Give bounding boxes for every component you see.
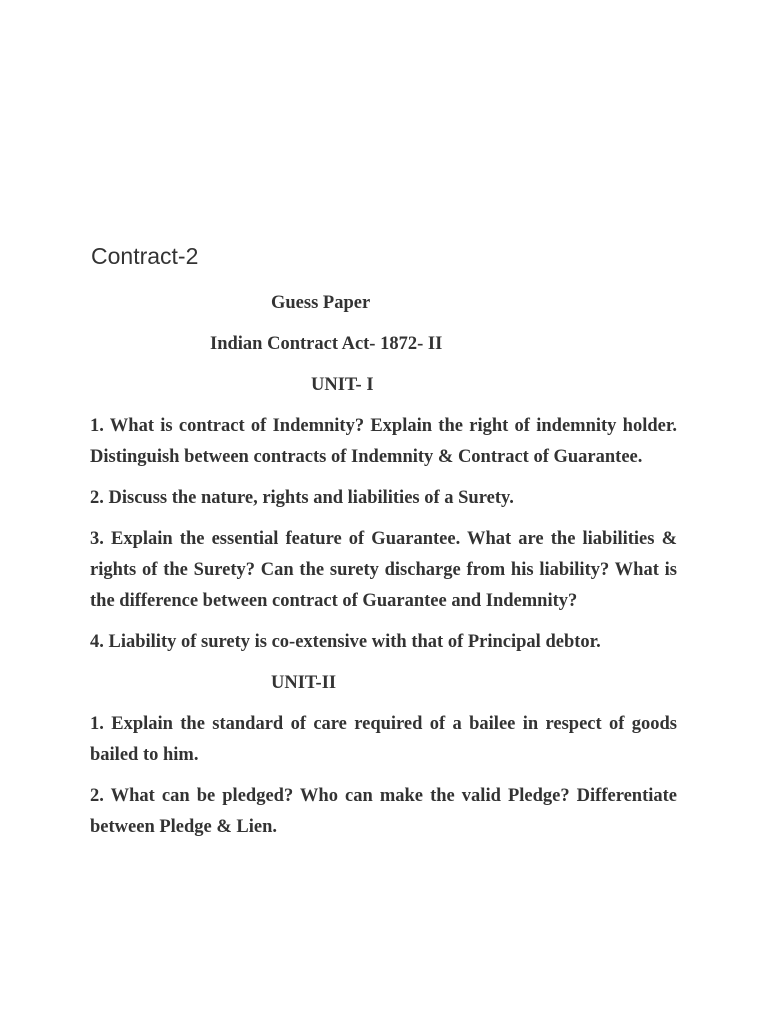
unit-2-question-1: 1. Explain the standard of care required of a bailee in respect of goods bailed to him. — [90, 714, 677, 765]
unit-2-heading: UNIT-II — [271, 673, 337, 693]
document-title: Contract-2 — [91, 243, 199, 269]
unit-1-question-4: 4. Liability of surety is co-extensive with that of Principal debtor. — [90, 632, 601, 652]
unit-1-question-3: 3. Explain the essential feature of Guarantee. What are the liabilities & rights of the Surety? Can the surety discharge from his liability? What is the difference between contract of Guarantee and Indemnity? — [90, 529, 677, 611]
unit-2-question-2: 2. What can be pledged? Who can make the valid Pledge? Differentiate between Pledge & Lien. — [90, 786, 677, 837]
unit-1-question-1: 1. What is contract of Indemnity? Explain the right of indemnity holder. Distinguish between contracts of Indemnity & Contract of Guarantee. — [90, 416, 677, 467]
act-subheading: Indian Contract Act- 1872- II — [210, 334, 443, 354]
guess-paper-heading: Guess Paper — [271, 293, 371, 313]
unit-1-question-2: 2. Discuss the nature, rights and liabilities of a Surety. — [90, 488, 514, 508]
document-body — [90, 288, 677, 853]
unit-1-heading: UNIT- I — [311, 375, 374, 395]
